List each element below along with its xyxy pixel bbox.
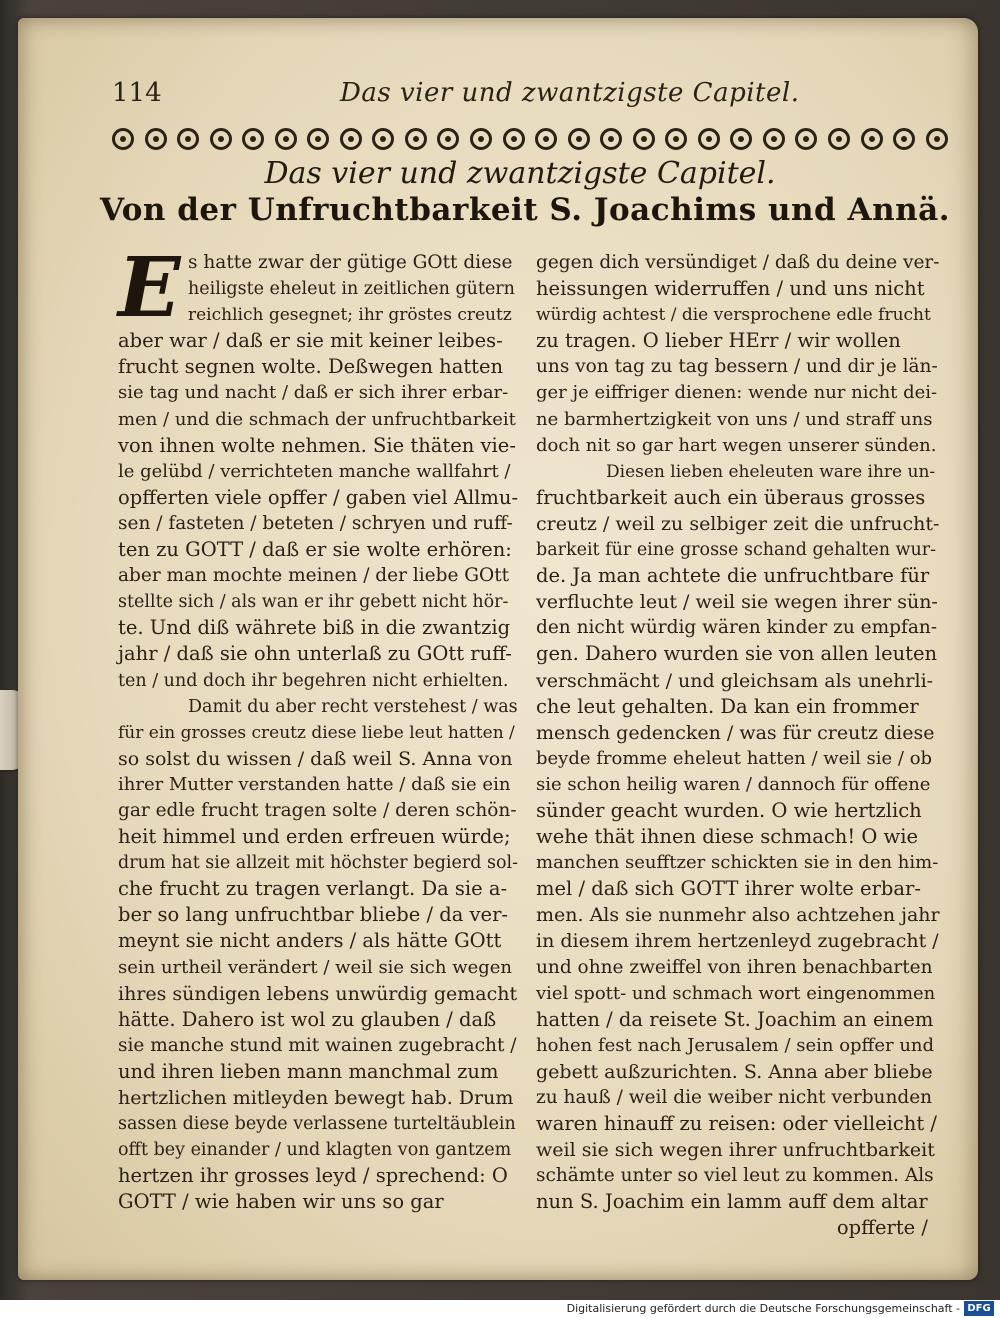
text-line: sassen diese beyde verlassene turteltäublein xyxy=(118,1114,516,1135)
ornament-rosette-icon xyxy=(242,128,264,150)
ornament-rosette-icon xyxy=(568,128,590,150)
ornament-rosette-icon xyxy=(112,128,134,150)
text-line: hatten / da reisete St. Joachim an einem xyxy=(536,1007,934,1031)
text-line: men / und die schmach der unfruchtbarkeit xyxy=(118,408,516,430)
text-line: ger je eiffriger dienen: wende nur nicht dei- xyxy=(536,382,938,404)
text-line: mensch gedencken / was für creutz diese xyxy=(536,721,935,744)
text-line: doch nit so gar hart wegen unserer sünden. xyxy=(536,434,937,456)
ornament-rosette-icon xyxy=(828,128,850,150)
text-line: s hatte zwar der gütige GOtt diese xyxy=(188,252,513,273)
text-line: sie schon heilig waren / dannoch für offene xyxy=(536,773,931,795)
right-text-column xyxy=(536,250,940,1242)
text-line: würdig achtest / die versprochene edle frucht xyxy=(536,305,931,326)
text-line: gebett außzurichten. S. Anna aber bliebe xyxy=(536,1060,933,1083)
text-line: den nicht würdig wären kinder zu empfan- xyxy=(536,617,938,639)
text-line: drum hat sie allzeit mit höchster begierd sol- xyxy=(118,853,519,874)
text-line: sen / fasteten / beteten / schryen und ruff- xyxy=(118,512,513,534)
text-line: zu hauß / weil die weiber nicht verbunden xyxy=(536,1087,933,1108)
ornament-rosette-icon xyxy=(600,128,622,150)
ornament-rosette-icon xyxy=(730,128,752,150)
running-title: Das vier und zwantzigste Capitel. xyxy=(340,78,800,108)
text-line: Damit du aber recht verstehest / was xyxy=(188,696,518,717)
ornament-rosette-icon xyxy=(177,128,199,150)
text-line: schämte unter so viel leut zu kommen. Als xyxy=(536,1165,934,1187)
text-line: sein urtheil verändert / weil sie sich wegen xyxy=(118,956,513,978)
footer-bar xyxy=(0,1300,1000,1318)
text-line: ihres sündigen lebens unwürdig gemacht xyxy=(118,982,518,1005)
text-line: hertzen ihr grosses leyd / sprechend: O xyxy=(118,1164,508,1188)
ornament-rosette-icon xyxy=(665,128,687,150)
text-line: ber so lang unfruchtbar bliebe / da ver- xyxy=(118,903,509,927)
page-header xyxy=(100,78,940,118)
chapter-heading: Das vier und zwantzigste Capitel. xyxy=(264,156,776,191)
text-line: ne barmhertzigkeit von uns / und straff uns xyxy=(536,408,933,430)
text-line: gen. Dahero wurden sie von allen leuten xyxy=(536,642,938,666)
text-line: und ohne zweiffel von ihren benachbarten xyxy=(536,956,933,978)
text-line: men. Als sie nunmehr also achtzehen jahr xyxy=(536,904,940,927)
text-line: heiligste eheleut in zeitlichen gütern xyxy=(188,279,515,300)
ornament-rosette-icon xyxy=(535,128,557,150)
ornament-rosette-icon xyxy=(503,128,525,150)
text-line: ihrer Mutter verstanden hatte / daß sie ein xyxy=(118,773,511,795)
text-line: so solst du wissen / daß weil S. Anna von xyxy=(118,747,513,770)
ornament-rosette-icon xyxy=(861,128,883,150)
text-line: hertzlichen mitleyden bewegt hab. Drum xyxy=(118,1087,514,1109)
chapter-title: Von der Unfruchtbarkeit S. Joachims und Annä. xyxy=(100,192,951,228)
text-line: gegen dich versündiget / daß du deine ver- xyxy=(536,252,940,273)
text-line: hohen fest nach Jerusalem / sein opffer und xyxy=(536,1034,935,1056)
text-line: gar edle frucht tragen solte / deren schön- xyxy=(118,799,517,821)
page-number: 114 xyxy=(112,78,162,108)
text-line: jahr / daß sie ohn unterlaß zu GOtt ruff- xyxy=(118,642,512,666)
text-line: te. Und diß währete biß in die zwantzig xyxy=(118,616,511,640)
left-text-column xyxy=(118,240,519,1215)
text-line: creutz / weil zu selbiger zeit die unfrucht- xyxy=(536,512,940,535)
text-line: wehe thät ihnen diese schmach! O wie xyxy=(536,825,919,849)
text-line: heissungen widerruffen / und uns nicht xyxy=(536,277,925,301)
text-line: hätte. Dahero ist wol zu glauben / daß xyxy=(118,1007,497,1031)
text-line: weil sie sich wegen ihrer unfruchtbarkeit xyxy=(536,1139,935,1162)
dfg-logo: DFG xyxy=(964,1301,994,1316)
text-line: opfferte / xyxy=(836,1216,928,1240)
text-line: meynt sie nicht anders / als hätte GOtt xyxy=(118,929,502,953)
ornament-rosette-icon xyxy=(145,128,167,150)
text-line: stellte sich / als wan er ihr gebett nicht hör- xyxy=(118,592,509,613)
text-line: frucht segnen wolte. Deßwegen hatten xyxy=(118,355,504,379)
text-line: beyde fromme eheleut hatten / weil sie / ob xyxy=(536,747,933,769)
funding-note: Digitalisierung gefördert durch die Deutsche Forschungsgemeinschaft - xyxy=(566,1302,960,1315)
text-line: fruchtbarkeit auch ein überaus grosses xyxy=(536,485,926,509)
text-line: verfluchte leut / weil sie wegen ihrer sün- xyxy=(536,591,938,614)
text-line: barkeit für eine grosse schand gehalten wur- xyxy=(536,540,937,561)
text-line: waren hinauff zu reisen: oder vielleicht / xyxy=(536,1112,937,1136)
ornament-rosette-icon xyxy=(698,128,720,150)
ornament-rosette-icon xyxy=(437,128,459,150)
ornament-rosette-icon xyxy=(372,128,394,150)
text-line: in diesem ihrem hertzenleyd zugebracht / xyxy=(536,930,939,953)
text-line: Diesen lieben eheleuten ware ihre un- xyxy=(606,461,936,482)
text-line: sünder geacht wurden. O wie hertzlich xyxy=(536,798,922,822)
ornament-rosette-icon xyxy=(763,128,785,150)
ornament-rosette-icon xyxy=(307,128,329,150)
text-line: und ihren lieben mann manchmal zum xyxy=(118,1059,499,1083)
text-line: sie manche stund mit wainen zugebracht / xyxy=(118,1034,517,1056)
text-line: de. Ja man achtete die unfruchtbare für xyxy=(536,564,930,588)
text-line: le gelübd / verrichteten manche wallfahrt / xyxy=(118,460,511,482)
ornament-rosette-icon xyxy=(633,128,655,150)
text-line: reichlich gesegnet; ihr gröstes creutz xyxy=(188,305,512,326)
ornament-rosette-icon xyxy=(405,128,427,150)
text-line: mel / daß sich GOTT ihrer wolte erbar- xyxy=(536,877,921,901)
text-line: nun S. Joachim ein lamm auff dem altar xyxy=(536,1190,928,1214)
text-line: heit himmel und erden erfreuen würde; xyxy=(118,825,511,849)
text-line: che leut gehalten. Da kan ein frommer xyxy=(536,694,919,718)
text-line: aber war / daß er sie mit keiner leibes- xyxy=(118,329,503,353)
text-line: von ihnen wolte nehmen. Sie thäten vie- xyxy=(118,433,516,457)
ornament-border xyxy=(112,122,948,156)
text-line: GOTT / wie haben wir uns so gar xyxy=(118,1190,444,1214)
ornament-rosette-icon xyxy=(470,128,492,150)
text-line: verschmächt / und gleichsam als unehrli- xyxy=(536,669,934,692)
text-line: che frucht zu tragen verlangt. Da sie a- xyxy=(118,877,508,901)
ornament-rosette-icon xyxy=(340,128,362,150)
drop-cap-initial: E xyxy=(118,240,181,336)
text-line: sie tag und nacht / daß er sich ihrer erbar- xyxy=(118,382,509,404)
text-line: aber man mochte meinen / der liebe GOtt xyxy=(118,565,510,587)
text-line: offt bey einander / und klagten von gantzem xyxy=(118,1140,512,1161)
ornament-rosette-icon xyxy=(893,128,915,150)
text-line: zu tragen. O lieber HErr / wir wollen xyxy=(536,329,901,353)
text-line: viel spott- und schmach wort eingenommen xyxy=(536,982,936,1004)
text-line: uns von tag zu tag bessern / und dir je län- xyxy=(536,356,938,378)
text-line: manchen seufftzer schickten sie in den him- xyxy=(536,852,939,874)
text-line: ten zu GOTT / daß er sie wolte erhören: xyxy=(118,538,512,562)
text-line: ten / und doch ihr begehren nicht erhielten. xyxy=(118,670,509,691)
ornament-rosette-icon xyxy=(275,128,297,150)
text-line: opfferten viele opffer / gaben viel Allmu- xyxy=(118,485,519,509)
text-line: für ein grosses creutz diese liebe leut hatten / xyxy=(118,722,515,743)
ornament-rosette-icon xyxy=(210,128,232,150)
ornament-rosette-icon xyxy=(926,128,948,150)
ornament-rosette-icon xyxy=(795,128,817,150)
